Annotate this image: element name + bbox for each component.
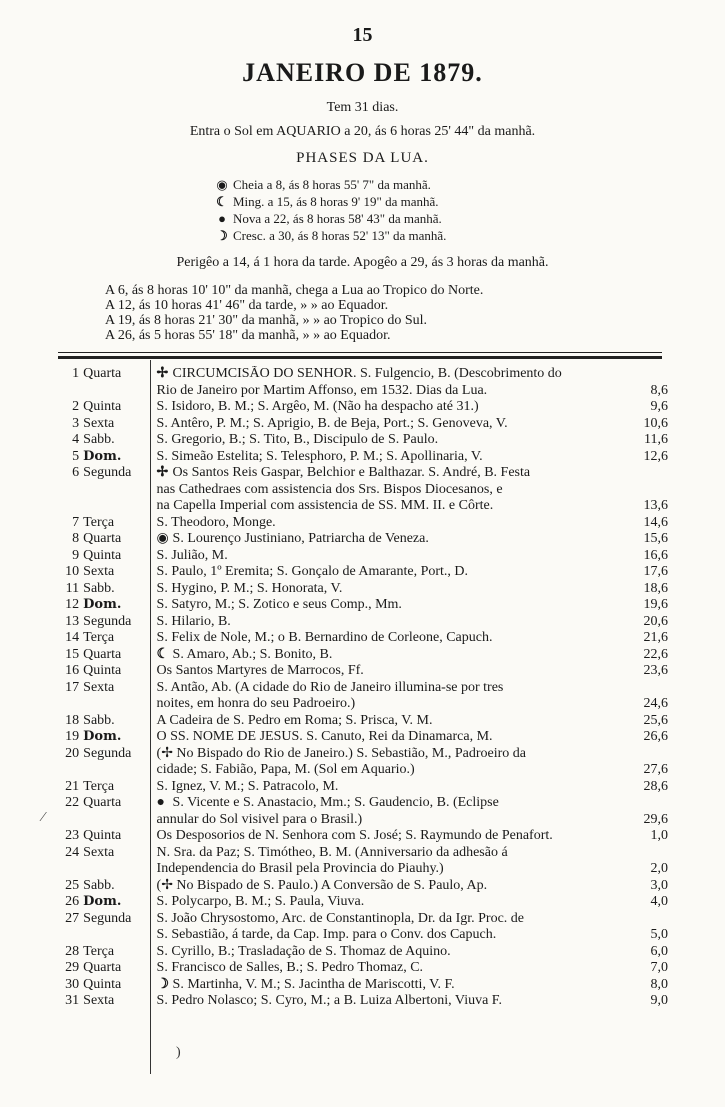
calendar-day-row — [58, 746, 668, 779]
saints-line — [157, 663, 626, 680]
phases-title: PHASES DA LUA. — [296, 150, 429, 166]
calendar-day-row — [58, 779, 668, 796]
saints-entry — [149, 878, 626, 895]
day-number: 22 — [65, 795, 80, 810]
moon-age: 10,6 — [643, 415, 668, 431]
day-number: 2 — [72, 399, 80, 414]
moon-age: 6,0 — [650, 943, 668, 959]
day-number: 1 — [72, 366, 80, 381]
perigee-apogee-line: Perigêo a 14, á 1 hora da tarde. Apogêo a 29, ás 3 horas da manhã. — [176, 255, 549, 270]
saints-entry — [149, 399, 626, 416]
saints-line — [157, 927, 626, 944]
saints-line — [157, 878, 626, 895]
pencil-mark-icon: ⁄ — [42, 810, 45, 825]
saints-line — [157, 960, 626, 977]
saints-line — [157, 597, 626, 614]
moon-age: 3,0 — [650, 877, 668, 893]
day-number: 24 — [65, 844, 80, 860]
page-title: JANEIRO DE 1879. — [242, 58, 483, 87]
weekday: Quarta — [83, 646, 122, 662]
weekday: Dom. — [83, 894, 122, 909]
moon-age: 22,6 — [643, 646, 668, 662]
day-number: 26 — [65, 894, 80, 909]
saints-text: cidade; S. Fabião, Papa, M. (Sol em Aquario.) — [156, 762, 415, 777]
phase-symbol-icon: ◉ — [156, 531, 169, 546]
weekday: Terça — [83, 630, 115, 645]
saints-text: (✢ No Bispado de S. Paulo.) A Conversão de S. Paulo, Ap. — [156, 877, 488, 893]
saints-text: Independencia do Brasil pela Provincia do Piauhy.) — [156, 861, 444, 876]
day-number: 12 — [65, 597, 80, 612]
day-number: 17 — [65, 679, 80, 695]
calendar-day-row — [58, 449, 668, 466]
saints-text: Os Santos Reis Gaspar, Belchior e Balthazar. S. André, B. Festa — [172, 465, 531, 480]
moon-age: 15,6 — [643, 531, 668, 546]
calendar-day-row — [58, 399, 668, 416]
moon-age: 9,6 — [650, 399, 668, 414]
saints-text: CIRCUMCISÃO DO SENHOR. S. Fulgencio, B. (Descobrimento do — [172, 366, 562, 381]
calendar-day-row — [58, 597, 668, 614]
saints-entry — [149, 366, 626, 399]
moon-age: 23,6 — [643, 663, 668, 678]
weekday: Sexta — [83, 415, 115, 431]
saints-text: S. Satyro, M.; S. Zotico e seus Comp., Mm. — [156, 597, 402, 612]
calendar-table — [58, 366, 668, 1010]
saints-entry — [149, 630, 626, 647]
saints-line — [157, 548, 626, 565]
moon-age: 26,6 — [643, 729, 668, 744]
saints-line — [157, 944, 626, 961]
calendar-day-row — [58, 993, 668, 1010]
saints-line — [157, 630, 626, 647]
saints-line — [157, 845, 626, 862]
saints-entry — [149, 597, 626, 614]
saints-entry — [149, 960, 626, 977]
saints-text: S. João Chrysostomo, Arc. de Constantinopla, Dr. da Igr. Proc. de — [156, 910, 524, 926]
weekday: Sabb. — [83, 712, 115, 728]
saints-line — [157, 465, 626, 482]
moon-age: 2,0 — [650, 861, 668, 876]
moon-age: 4,0 — [650, 894, 668, 909]
saints-text: A Cadeira de S. Pedro em Roma; S. Prisca, V. M. — [156, 712, 433, 728]
weekday: Segunda — [83, 745, 132, 761]
day-number: 23 — [65, 828, 80, 843]
calendar-day-row — [58, 416, 668, 433]
saints-text: S. Lourenço Justiniano, Patriarcha de Veneza. — [172, 531, 429, 546]
saints-entry — [149, 779, 626, 796]
calendar-day-row — [58, 630, 668, 647]
weekday: Quinta — [83, 399, 122, 414]
moon-age: 28,6 — [643, 778, 668, 794]
saints-entry — [149, 944, 626, 961]
day-number: 31 — [65, 993, 80, 1008]
page-number: 15 — [352, 24, 373, 46]
moon-age: 18,6 — [643, 580, 668, 596]
saints-line — [157, 515, 626, 532]
saints-text: S. Francisco de Salles, B.; S. Pedro Thomaz, C. — [156, 960, 424, 975]
moon-age: 14,6 — [643, 514, 668, 530]
full-moon-icon: ◉ — [216, 177, 228, 192]
day-number: 5 — [72, 448, 80, 464]
saints-entry — [149, 416, 626, 433]
weekday: Quinta — [83, 976, 122, 992]
declination-line: A 26, ás 5 horas 55' 18" da manhã, » » ao Equador. — [105, 328, 391, 343]
saints-line — [157, 762, 626, 779]
day-number: 13 — [65, 613, 80, 629]
saints-text: N. Sra. da Paz; S. Timótheo, B. M. (Anniversario da adhesão á — [156, 844, 508, 860]
day-number: 18 — [65, 712, 80, 728]
declination-line: A 6, ás 8 horas 10' 10" da manhã, chega a Lua ao Tropico do Norte. — [105, 283, 484, 298]
day-number: 7 — [72, 514, 80, 530]
saints-entry — [149, 795, 626, 828]
saints-text: S. Gregorio, B.; S. Tito, B., Discipulo de S. Paulo. — [156, 432, 439, 447]
calendar-day-row — [58, 960, 668, 977]
saints-entry — [149, 894, 626, 911]
calendar-day-row — [58, 564, 668, 581]
saints-entry — [149, 531, 626, 548]
calendar-day-row — [58, 795, 668, 828]
saints-text: S. Paulo, 1º Eremita; S. Gonçalo de Amarante, Port., D. — [156, 564, 469, 579]
saints-text: S. Pedro Nolasco; S. Cyro, M.; a B. Luiza Albertoni, Viuva F. — [156, 993, 502, 1008]
saints-entry — [149, 713, 626, 730]
phase-symbol-icon: ☾ — [156, 646, 170, 662]
calendar-day-row — [58, 729, 668, 746]
divider-rule-thick — [58, 356, 662, 359]
weekday: Sabb. — [83, 432, 115, 447]
calendar-day-row — [58, 366, 668, 399]
calendar-day-row — [58, 465, 668, 515]
saints-line — [157, 647, 626, 664]
saints-text: annular do Sol visivel para o Brasil.) — [156, 811, 363, 827]
saints-line — [157, 779, 626, 796]
day-number: 9 — [72, 547, 80, 563]
day-number: 28 — [65, 943, 80, 959]
moon-declination-list — [105, 283, 483, 343]
weekday: Segunda — [83, 910, 132, 926]
day-number: 10 — [65, 564, 80, 579]
saints-entry — [149, 581, 626, 598]
saints-text: S. Simeão Estelita; S. Telesphoro, P. M.; S. Apollinaria, V. — [156, 448, 483, 464]
saints-line — [157, 449, 626, 466]
saints-text: O SS. NOME DE JESUS. S. Canuto, Rei da Dinamarca, M. — [156, 729, 493, 744]
moon-age: 13,6 — [643, 498, 668, 513]
pencil-mark-icon: ) — [176, 1045, 181, 1060]
moon-phase-row — [215, 176, 446, 193]
saints-entry — [149, 515, 626, 532]
weekday: Terça — [83, 778, 115, 794]
saints-entry — [149, 729, 626, 746]
day-number: 25 — [65, 877, 80, 893]
moon-age: 11,6 — [644, 432, 668, 447]
saints-entry — [149, 993, 626, 1010]
day-number: 16 — [65, 663, 80, 678]
saints-entry — [149, 548, 626, 565]
moon-phase-row — [215, 193, 446, 210]
day-number: 19 — [65, 729, 80, 744]
weekday: Dom. — [83, 729, 122, 744]
moon-age: 21,6 — [643, 630, 668, 645]
days-count-line: Tem 31 dias. — [326, 100, 399, 115]
moon-age: 5,0 — [650, 927, 668, 942]
first-quarter-moon-icon: ☽ — [216, 228, 228, 243]
saints-entry — [149, 465, 626, 515]
saints-line — [157, 416, 626, 433]
weekday: Sabb. — [83, 877, 115, 893]
saints-line — [157, 399, 626, 416]
weekday: Segunda — [83, 613, 132, 629]
calendar-day-row — [58, 614, 668, 631]
weekday: Quarta — [83, 366, 122, 381]
saints-line — [157, 993, 626, 1010]
saints-line — [157, 713, 626, 730]
calendar-day-row — [58, 977, 668, 994]
moon-phase-text: Nova a 22, ás 8 horas 58' 43" da manhã. — [233, 211, 442, 226]
calendar-day-row — [58, 828, 668, 845]
saints-entry — [149, 614, 626, 631]
calendar-day-row — [58, 713, 668, 730]
weekday: Quinta — [83, 663, 122, 678]
saints-entry — [149, 828, 626, 845]
saints-entry — [149, 647, 626, 664]
phase-symbol-icon: ● — [156, 795, 165, 810]
saints-entry — [149, 911, 626, 944]
day-number: 8 — [72, 531, 80, 546]
calendar-day-row — [58, 944, 668, 961]
declination-line: A 19, ás 8 horas 21' 30" da manhã, » » ao Tropico do Sul. — [105, 313, 428, 328]
saints-text: S. Julião, M. — [156, 547, 228, 563]
saints-text: S. Cyrillo, B.; Trasladação de S. Thomaz de Aquino. — [156, 943, 451, 959]
saints-text: noites, em honra do seu Padroeiro.) — [156, 696, 356, 711]
saints-line — [157, 696, 626, 713]
saints-entry — [149, 746, 626, 779]
saints-entry — [149, 449, 626, 466]
phase-symbol-icon: ✢ — [156, 366, 169, 381]
calendar-day-row — [58, 663, 668, 680]
day-number: 3 — [72, 415, 80, 431]
weekday: Quarta — [83, 795, 122, 810]
saints-line — [157, 828, 626, 845]
saints-line — [157, 894, 626, 911]
saints-text: S. Hilario, B. — [156, 613, 231, 629]
moon-age: 8,0 — [650, 976, 668, 992]
saints-entry — [149, 680, 626, 713]
saints-line — [157, 812, 626, 829]
day-number: 20 — [65, 745, 80, 761]
calendar-day-row — [58, 647, 668, 664]
moon-age: 19,6 — [643, 597, 668, 612]
weekday: Quinta — [83, 547, 122, 563]
moon-age: 1,0 — [650, 828, 668, 843]
day-number: 4 — [72, 432, 80, 447]
saints-line — [157, 861, 626, 878]
saints-line — [157, 746, 626, 763]
weekday: Dom. — [83, 597, 122, 612]
day-number: 15 — [65, 646, 80, 662]
weekday: Sexta — [83, 679, 115, 695]
moon-phase-text: Cheia a 8, ás 8 horas 55' 7" da manhã. — [233, 177, 431, 192]
calendar-day-row — [58, 581, 668, 598]
saints-text: nas Cathedraes com assistencia dos Srs. Bispos Diocesanos, e — [156, 481, 503, 497]
calendar-day-row — [58, 894, 668, 911]
moon-phase-text: Cresc. a 30, ás 8 horas 52' 13" da manhã. — [233, 228, 447, 243]
saints-line — [157, 366, 626, 383]
saints-text: S. Sebastião, á tarde, da Cap. Imp. para o Conv. dos Capuch. — [156, 927, 497, 942]
calendar-day-row — [58, 911, 668, 944]
saints-text: S. Antêro, P. M.; S. Aprigio, B. de Beja, Port.; S. Genoveva, V. — [156, 415, 508, 431]
moon-age: 17,6 — [643, 564, 668, 579]
weekday: Sexta — [83, 844, 115, 860]
saints-text: na Capella Imperial com assistencia de SS. MM. II. e Côrte. — [156, 498, 494, 513]
calendar-day-row — [58, 878, 668, 895]
saints-text: (✢ No Bispado do Rio de Janeiro.) S. Sebastião, M., Padroeiro da — [156, 745, 526, 761]
phase-symbol-icon: ✢ — [156, 465, 169, 480]
moon-age: 12,6 — [643, 448, 668, 464]
saints-entry — [149, 977, 626, 994]
day-number: 11 — [65, 580, 80, 596]
moon-phase-row — [215, 210, 446, 227]
weekday: Quinta — [83, 828, 122, 843]
weekday: Segunda — [83, 465, 132, 480]
moon-age: 9,0 — [650, 993, 668, 1008]
weekday: Quarta — [83, 531, 122, 546]
saints-entry — [149, 564, 626, 581]
saints-text: Rio de Janeiro por Martim Affonso, em 1532. Dias da Lua. — [156, 382, 488, 398]
saints-line — [157, 432, 626, 449]
saints-text: S. Polycarpo, B. M.; S. Paula, Viuva. — [156, 894, 365, 909]
weekday: Sexta — [83, 564, 115, 579]
saints-line — [157, 680, 626, 697]
moon-phases-list — [215, 176, 446, 244]
moon-age: 16,6 — [643, 547, 668, 563]
saints-text: S. Martinha, V. M.; S. Jacintha de Mariscotti, V. F. — [172, 976, 455, 992]
calendar-day-row — [58, 548, 668, 565]
moon-age: 20,6 — [643, 613, 668, 629]
saints-line — [157, 795, 626, 812]
calendar-day-row — [58, 845, 668, 878]
weekday: Sabb. — [83, 580, 115, 596]
saints-text: S. Antão, Ab. (A cidade do Rio de Janeiro illumina-se por tres — [156, 679, 504, 695]
moon-age: 29,6 — [643, 811, 668, 827]
saints-line — [157, 581, 626, 598]
moon-age: 7,0 — [650, 960, 668, 975]
moon-age: 24,6 — [643, 696, 668, 711]
saints-text: S. Ignez, V. M.; S. Patracolo, M. — [156, 778, 339, 794]
saints-text: S. Isidoro, B. M.; S. Argêo, M. (Não ha despacho até 31.) — [156, 399, 479, 414]
saints-entry — [149, 432, 626, 449]
saints-line — [157, 977, 626, 994]
day-number: 29 — [65, 960, 80, 975]
saints-line — [157, 498, 626, 515]
saints-entry — [149, 845, 626, 878]
saints-text: S. Theodoro, Monge. — [156, 514, 276, 530]
calendar-day-row — [58, 680, 668, 713]
saints-line — [157, 531, 626, 548]
moon-age: 25,6 — [643, 712, 668, 728]
saints-line — [157, 564, 626, 581]
saints-entry — [149, 663, 626, 680]
weekday: Quarta — [83, 960, 122, 975]
saints-line — [157, 911, 626, 928]
saints-line — [157, 729, 626, 746]
saints-text: S. Amaro, Ab.; S. Bonito, B. — [172, 646, 333, 662]
calendar-day-row — [58, 515, 668, 532]
divider-rule — [58, 352, 662, 353]
moon-age: 8,6 — [650, 382, 668, 398]
sun-entry-line: Entra o Sol em AQUARIO a 20, ás 6 horas 25' 44" da manhã. — [189, 124, 536, 139]
saints-text: Os Desposorios de N. Senhora com S. José; S. Raymundo de Penafort. — [156, 828, 553, 843]
moon-phase-text: Ming. a 15, ás 8 horas 9' 19" da manhã. — [233, 194, 439, 209]
saints-text: S. Vicente e S. Anastacio, Mm.; S. Gaudencio, B. (Eclipse — [172, 795, 499, 810]
last-quarter-moon-icon: ☾ — [216, 194, 228, 209]
weekday: Sexta — [83, 993, 115, 1008]
phase-symbol-icon: ☽ — [156, 976, 170, 992]
saints-text: S. Felix de Nole, M.; o B. Bernardino de Corleone, Capuch. — [156, 630, 493, 645]
day-number: 14 — [65, 630, 80, 645]
weekday: Terça — [83, 943, 115, 959]
day-number: 6 — [72, 465, 80, 480]
calendar-day-row — [58, 531, 668, 548]
day-number: 21 — [65, 778, 80, 794]
saints-text: Os Santos Martyres de Marrocos, Ff. — [156, 663, 364, 678]
day-number: 27 — [65, 910, 80, 926]
saints-line — [157, 614, 626, 631]
saints-line — [157, 482, 626, 499]
new-moon-icon: ● — [218, 211, 226, 226]
saints-text: S. Hygino, P. M.; S. Honorata, V. — [156, 580, 343, 596]
weekday: Terça — [83, 514, 115, 530]
day-number: 30 — [65, 976, 80, 992]
calendar-day-row — [58, 432, 668, 449]
moon-phase-row — [215, 227, 446, 244]
declination-line: A 12, ás 10 horas 41' 46" da tarde, » » ao Equador. — [105, 298, 389, 313]
saints-line — [157, 383, 626, 400]
moon-age: 27,6 — [643, 762, 668, 777]
weekday: Dom. — [83, 448, 122, 464]
